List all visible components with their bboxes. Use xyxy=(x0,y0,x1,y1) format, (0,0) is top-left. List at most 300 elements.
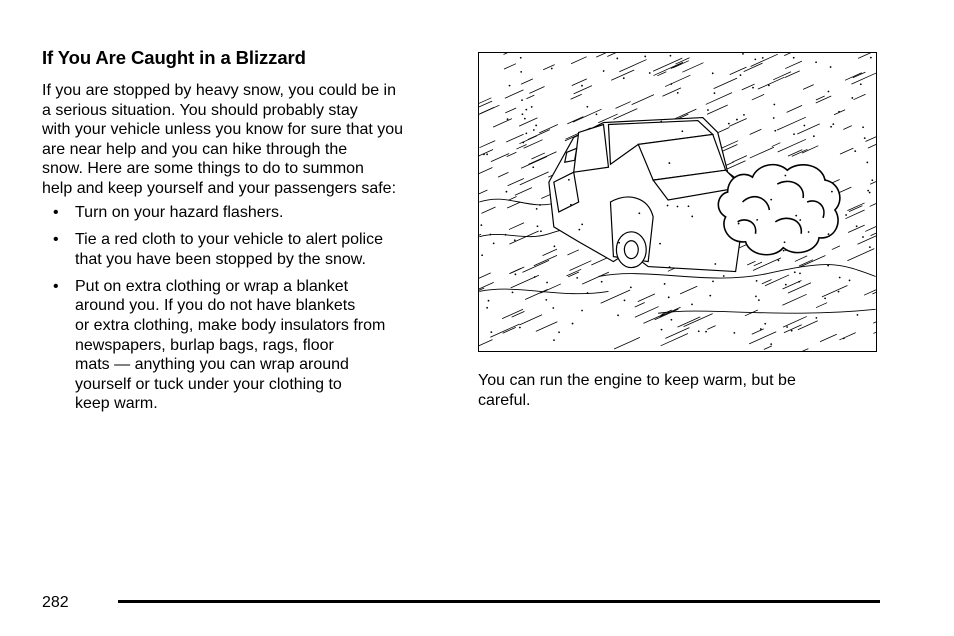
snow-streak xyxy=(520,315,542,325)
snow-speck xyxy=(752,87,754,89)
snow-speck xyxy=(714,92,716,94)
snow-speck xyxy=(849,280,851,282)
snow-streak xyxy=(490,324,519,337)
snow-streak xyxy=(707,105,728,114)
snow-speck xyxy=(486,153,488,155)
snow-speck xyxy=(587,292,589,294)
snow-speck xyxy=(623,77,625,79)
snow-speck xyxy=(649,72,651,74)
snow-speck xyxy=(714,263,716,265)
snow-speck xyxy=(671,319,673,321)
snow-speck xyxy=(698,330,700,332)
snow-streak xyxy=(479,340,493,350)
snow-speck xyxy=(827,265,829,267)
bullet-line: or extra clothing, make body insulators from xyxy=(75,316,386,334)
snow-speck xyxy=(743,114,745,116)
snow-streak xyxy=(503,327,516,333)
snow-streak xyxy=(524,140,543,149)
bullet-line: Tie a red cloth to your vehicle to alert police xyxy=(75,231,384,249)
snow-streak xyxy=(516,144,526,149)
snow-streak xyxy=(574,86,592,94)
snow-speck xyxy=(856,225,858,227)
snow-speck xyxy=(509,85,511,87)
bullet-text xyxy=(75,230,462,269)
snow-speck xyxy=(578,229,580,231)
snow-speck xyxy=(770,199,772,201)
caption-line: careful. xyxy=(478,391,531,409)
snow-speck xyxy=(644,56,646,58)
snow-streak xyxy=(787,105,802,112)
snow-speck xyxy=(784,175,786,177)
snow-streak xyxy=(843,126,851,130)
snow-streak xyxy=(479,273,491,281)
snow-speck xyxy=(791,330,793,332)
snow-speck xyxy=(705,331,707,333)
snow-speck xyxy=(570,204,572,206)
snow-speck xyxy=(733,332,735,334)
snow-streak xyxy=(567,269,582,276)
snow-streak xyxy=(534,255,557,265)
snow-streak xyxy=(493,119,512,127)
bullet-hazard-flashers xyxy=(42,203,462,223)
snow-streak xyxy=(816,96,831,103)
snow-speck xyxy=(762,57,764,59)
snow-streak xyxy=(752,329,764,334)
bullet-marker: • xyxy=(53,231,59,249)
snow-speck xyxy=(554,245,556,247)
snow-streak xyxy=(750,129,762,134)
snow-speck xyxy=(838,291,840,293)
snow-speck xyxy=(668,296,670,298)
snow-speck xyxy=(784,241,786,243)
snow-speck xyxy=(824,298,826,300)
snow-streak xyxy=(680,286,697,294)
snow-speck xyxy=(786,326,788,328)
safety-bullet-list xyxy=(42,203,462,421)
snow-streak xyxy=(684,314,713,327)
snow-speck xyxy=(831,191,833,193)
snow-speck xyxy=(754,58,756,60)
snow-streak xyxy=(872,281,876,294)
snow-streak xyxy=(858,231,876,244)
snow-streak xyxy=(678,317,701,327)
snow-streak xyxy=(714,78,737,89)
snow-streak xyxy=(853,94,865,99)
snow-speck xyxy=(596,113,598,115)
snow-speck xyxy=(545,299,547,301)
snow-streak xyxy=(782,294,806,305)
snow-streak xyxy=(509,223,524,230)
snow-streak xyxy=(520,172,549,185)
snow-speck xyxy=(531,106,533,108)
snow-speck xyxy=(638,212,640,214)
snow-speck xyxy=(667,205,669,207)
snow-speck xyxy=(664,283,666,285)
caption-line: You can run the engine to keep warm, but be xyxy=(478,372,796,389)
snow-speck xyxy=(728,123,730,125)
snow-speck xyxy=(552,307,554,309)
snow-speck xyxy=(755,295,757,297)
bullet-marker: • xyxy=(53,277,59,295)
snow-streak xyxy=(479,190,487,198)
snow-speck xyxy=(515,273,517,275)
snow-streak xyxy=(730,67,747,75)
bullet-line: newspapers, burlap bags, rags, floor xyxy=(75,336,334,354)
bullet-line: yourself or tuck under your clothing to xyxy=(75,375,342,393)
snow-speck xyxy=(481,254,483,256)
snow-speck xyxy=(795,215,797,217)
snow-speck xyxy=(520,71,522,73)
snow-streak xyxy=(665,328,689,339)
blizzard-vehicle-illustration xyxy=(478,52,877,352)
snow-streak xyxy=(479,141,495,148)
snow-streak xyxy=(729,118,747,126)
snow-speck xyxy=(867,190,869,192)
snow-streak xyxy=(635,302,645,307)
snow-speck xyxy=(553,339,555,341)
snow-streak xyxy=(512,311,525,317)
snow-speck xyxy=(756,219,758,221)
snow-speck xyxy=(785,249,787,251)
snow-speck xyxy=(677,206,679,208)
snow-speck xyxy=(617,314,619,316)
snow-speck xyxy=(793,133,795,135)
snow-speck xyxy=(712,280,714,282)
snow-speck xyxy=(709,295,711,297)
snow-streak xyxy=(567,117,583,124)
snow-streak xyxy=(802,146,818,153)
snow-speck xyxy=(774,130,776,132)
snow-speck xyxy=(677,92,679,94)
illustration-svg xyxy=(479,53,876,351)
snow-streak xyxy=(858,53,876,58)
snow-streak xyxy=(758,77,785,89)
snow-streak xyxy=(611,70,634,80)
snow-speck xyxy=(851,97,853,99)
snow-streak xyxy=(870,179,876,184)
snow-speck xyxy=(581,85,583,87)
snow-speck xyxy=(532,166,534,168)
snow-speck xyxy=(773,117,775,119)
snow-streak xyxy=(864,288,876,296)
snow-streak xyxy=(840,148,853,154)
snow-streak xyxy=(865,226,876,231)
snow-streak xyxy=(707,326,715,330)
snow-speck xyxy=(568,179,570,181)
snow-streak xyxy=(795,256,807,262)
snow-streak xyxy=(508,178,524,185)
snow-speck xyxy=(483,153,485,155)
snow-speck xyxy=(824,179,826,181)
snow-streak xyxy=(783,316,807,327)
snow-speck xyxy=(768,84,770,86)
snow-streak xyxy=(675,109,697,119)
bullet-red-cloth xyxy=(42,230,462,269)
snow-speck xyxy=(670,55,672,57)
snow-speck xyxy=(572,323,574,325)
snow-streak xyxy=(571,57,587,64)
snow-streak xyxy=(543,65,554,70)
snow-speck xyxy=(799,272,801,274)
snow-speck xyxy=(522,113,524,115)
snow-speck xyxy=(742,53,744,55)
snow-speck xyxy=(798,281,800,283)
snow-speck xyxy=(581,224,583,226)
intro-line: If you are stopped by heavy snow, you could be in xyxy=(42,82,397,99)
snow-streak xyxy=(870,203,876,207)
snow-streak xyxy=(838,187,851,193)
intro-paragraph xyxy=(42,81,462,199)
snow-streak xyxy=(481,207,495,213)
snow-speck xyxy=(760,328,762,330)
snow-speck xyxy=(505,234,507,236)
snow-streak xyxy=(657,72,666,76)
snow-streak xyxy=(822,285,847,296)
snow-speck xyxy=(869,246,871,248)
snow-speck xyxy=(480,224,482,226)
snow-speck xyxy=(828,91,830,93)
snow-streak xyxy=(803,85,814,90)
snow-speck xyxy=(522,142,524,144)
snow-streak xyxy=(635,307,659,318)
snow-speck xyxy=(520,57,522,59)
snow-streak xyxy=(614,337,640,349)
snow-speck xyxy=(539,204,541,206)
snow-streak xyxy=(519,118,537,126)
bullet-extra-clothing xyxy=(42,277,462,414)
snow-streak xyxy=(875,62,876,74)
snow-streak xyxy=(615,102,630,109)
snow-speck xyxy=(616,58,618,60)
snow-speck xyxy=(869,192,871,194)
snow-speck xyxy=(832,123,834,125)
snow-speck xyxy=(536,208,538,210)
snow-streak xyxy=(682,63,703,73)
snow-streak xyxy=(792,149,808,156)
bullet-line: around you. If you do not have blankets xyxy=(75,297,356,315)
snow-streak xyxy=(506,134,523,142)
snow-streak xyxy=(873,317,876,323)
snow-speck xyxy=(843,337,845,339)
snow-streak xyxy=(479,167,492,176)
figure-caption xyxy=(478,371,878,410)
snow-speck xyxy=(659,243,661,245)
snow-speck xyxy=(519,327,521,329)
truck-body xyxy=(549,118,748,272)
snow-speck xyxy=(712,72,714,74)
snow-streak xyxy=(772,143,781,147)
snow-speck xyxy=(862,126,864,128)
snow-speck xyxy=(489,234,491,236)
snow-streak xyxy=(754,262,762,266)
snow-speck xyxy=(669,266,671,268)
bullet-line: that you have been stopped by the snow. xyxy=(75,250,366,268)
snow-speck xyxy=(857,314,859,316)
snow-speck xyxy=(546,282,548,284)
snow-streak xyxy=(845,210,864,219)
snow-streak xyxy=(491,153,509,161)
snow-speck xyxy=(799,219,801,221)
snow-streak xyxy=(665,75,690,86)
snow-speck xyxy=(830,66,832,68)
snow-streak xyxy=(619,60,646,72)
snow-speck xyxy=(688,205,690,207)
snow-speck xyxy=(738,223,740,225)
snow-streak xyxy=(570,261,592,271)
snow-speck xyxy=(630,286,632,288)
snow-speck xyxy=(601,281,603,283)
snow-streak xyxy=(522,260,549,272)
snow-streak xyxy=(747,261,755,265)
snow-speck xyxy=(618,242,620,244)
snow-speck xyxy=(808,231,810,233)
snow-streak xyxy=(832,246,840,250)
snow-streak xyxy=(505,90,524,98)
section-heading: If You Are Caught in a Blizzard xyxy=(42,47,306,68)
snow-streak xyxy=(847,203,864,211)
snow-speck xyxy=(524,118,526,120)
snow-streak xyxy=(777,117,806,130)
snow-streak xyxy=(507,152,517,156)
snow-speck xyxy=(830,126,832,128)
snow-streak xyxy=(655,309,679,320)
snow-streak xyxy=(567,250,578,255)
snow-streak xyxy=(509,231,538,244)
snow-speck xyxy=(764,323,766,325)
snow-streak xyxy=(502,309,523,318)
snow-streak xyxy=(572,79,587,86)
snow-streak xyxy=(785,71,800,78)
snow-streak xyxy=(539,125,558,133)
snow-speck xyxy=(854,150,856,152)
snow-streak xyxy=(543,249,557,255)
snow-speck xyxy=(490,331,492,333)
snow-speck xyxy=(866,162,868,164)
snow-speck xyxy=(813,135,815,137)
snow-speck xyxy=(486,307,488,309)
snow-streak xyxy=(839,333,855,340)
snow-speck xyxy=(533,129,535,131)
snow-streak xyxy=(536,322,557,332)
snow-speck xyxy=(670,83,672,85)
snow-speck xyxy=(534,276,536,278)
snow-speck xyxy=(794,271,796,273)
exhaust-cloud xyxy=(718,165,840,255)
snow-streak xyxy=(752,94,764,100)
snow-streak xyxy=(820,334,837,342)
snow-streak xyxy=(528,130,550,140)
snow-streak xyxy=(479,105,499,118)
intro-line: with your vehicle unless you know for sure that you xyxy=(42,121,404,139)
snow-speck xyxy=(838,111,840,113)
snow-streak xyxy=(498,172,508,177)
snow-speck xyxy=(773,104,775,106)
snow-streak xyxy=(797,124,819,134)
snow-streak xyxy=(526,95,534,99)
snow-speck xyxy=(581,310,583,312)
snow-streak xyxy=(764,346,772,350)
snow-speck xyxy=(586,106,588,108)
snow-streak xyxy=(706,93,732,105)
snow-speck xyxy=(783,250,785,252)
snow-streak xyxy=(845,73,862,81)
snow-speck xyxy=(815,61,817,63)
snow-streak xyxy=(788,283,811,293)
snow-speck xyxy=(558,331,560,333)
snow-streak xyxy=(671,64,682,69)
snow-speck xyxy=(661,329,663,331)
snow-speck xyxy=(707,109,709,111)
snow-speck xyxy=(862,236,864,238)
intro-line: are near help and you can hike through the xyxy=(42,140,348,158)
snow-streak xyxy=(504,64,516,69)
page-number: 282 xyxy=(42,594,69,611)
snow-speck xyxy=(740,74,742,76)
footer-rule xyxy=(118,600,880,603)
snow-streak xyxy=(607,53,616,57)
bullet-marker: • xyxy=(53,204,59,221)
bullet-text xyxy=(75,203,462,223)
snow-speck xyxy=(603,70,605,72)
intro-line: snow. Here are some things to do to summon xyxy=(42,160,364,178)
snow-streak xyxy=(785,61,802,68)
snow-streak xyxy=(504,53,524,55)
snow-streak xyxy=(798,349,808,351)
snow-speck xyxy=(691,216,693,218)
snow-speck xyxy=(860,83,862,85)
snow-speck xyxy=(758,299,760,301)
bullet-line: mats — anything you can wrap around xyxy=(75,356,349,374)
snow-streak xyxy=(582,272,609,284)
snow-streak xyxy=(751,54,778,66)
snow-speck xyxy=(871,179,873,181)
snow-streak xyxy=(573,109,602,122)
snow-speck xyxy=(525,132,527,134)
snow-speck xyxy=(839,277,841,279)
snow-speck xyxy=(668,162,670,164)
snow-speck xyxy=(514,239,516,241)
snow-streak xyxy=(750,147,774,158)
bullet-line: Put on extra clothing or wrap a blanket xyxy=(75,277,349,295)
snow-speck xyxy=(551,68,553,70)
snow-streak xyxy=(868,140,876,148)
snow-streak xyxy=(847,249,874,261)
snow-speck xyxy=(864,137,866,139)
bullet-text xyxy=(75,277,462,414)
intro-line: a serious situation. You should probably stay xyxy=(42,101,358,119)
snow-speck xyxy=(756,280,758,282)
snow-speck xyxy=(691,304,693,306)
snow-speck xyxy=(576,277,578,279)
snow-speck xyxy=(507,118,509,120)
snow-speck xyxy=(512,291,514,293)
snow-speck xyxy=(506,191,508,193)
snow-streak xyxy=(865,129,876,141)
snow-speck xyxy=(488,300,490,302)
snow-speck xyxy=(828,233,830,235)
snow-speck xyxy=(793,57,795,59)
snow-speck xyxy=(525,109,527,111)
snow-streak xyxy=(632,95,654,105)
snow-streak xyxy=(851,74,874,85)
bullet-line: Turn on your hazard flashers. xyxy=(75,204,284,221)
snow-streak xyxy=(853,72,866,78)
snow-speck xyxy=(770,343,772,345)
snow-speck xyxy=(681,130,683,132)
snow-streak xyxy=(871,229,876,236)
snow-speck xyxy=(845,214,847,216)
snow-speck xyxy=(736,119,738,121)
